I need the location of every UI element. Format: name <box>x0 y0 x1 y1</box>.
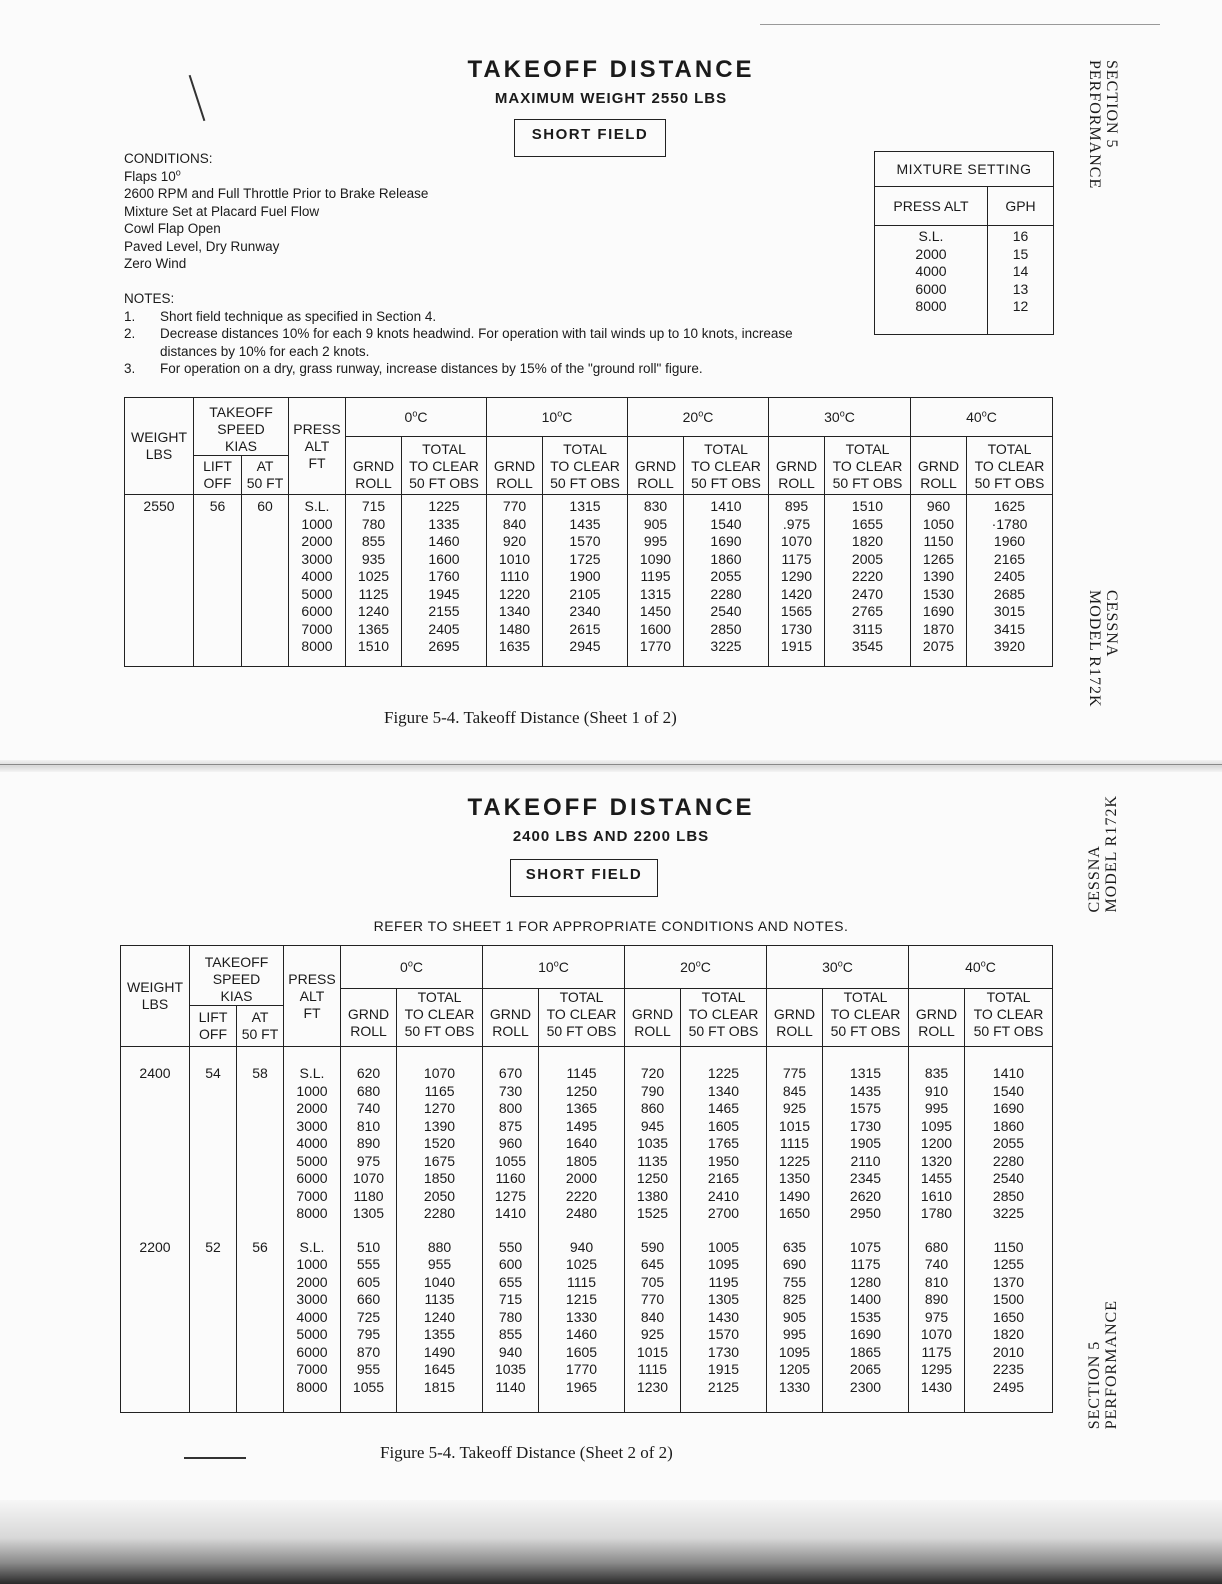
mixture-col-gph: GPH <box>988 187 1054 226</box>
hdr-at-50ft: AT 50 FT <box>237 1006 284 1047</box>
hdr-temp-20: 20$^o$C <box>625 946 767 989</box>
hdr-total-clear: TOTAL TO CLEAR 50 FT OBS <box>397 989 483 1047</box>
hdr-press-alt: PRESS ALT FT <box>284 946 341 1047</box>
hdr-total-clear: TOTAL TO CLEAR 50 FT OBS <box>823 989 909 1047</box>
grnd-roll-10c: 670 730 800 875 960 1055 1160 1275 1410 <box>483 1047 539 1227</box>
table-row <box>121 1047 1053 1227</box>
sheet2-subtitle: 2400 LBS AND 2200 LBS <box>512 828 710 845</box>
hdr-temp-0: 0$^o$C <box>346 398 487 437</box>
page-fold-line <box>0 764 1222 765</box>
hdr-grnd-roll: GRND ROLL <box>911 437 967 495</box>
pencil-dash <box>184 1457 246 1459</box>
sheet1-title: TAKEOFF DISTANCE <box>467 56 755 83</box>
hdr-at-50ft: AT 50 FT <box>242 456 289 495</box>
sheet1-caption: Figure 5-4. Takeoff Distance (Sheet 1 of 2) <box>384 708 677 727</box>
side-label-section-bottom: SECTION 5 PERFORMANCE <box>1086 1300 1120 1430</box>
page-bottom-shadow <box>0 1500 1222 1584</box>
note-item: 1. Short field technique as specified in Section 4. <box>124 308 437 324</box>
grnd-roll-10c: 770 840 920 1010 1110 1220 1340 1480 1635 <box>487 495 543 667</box>
sheet1-subtitle: MAXIMUM WEIGHT 2550 LBS <box>494 90 728 107</box>
hdr-total-clear: TOTAL TO CLEAR 50 FT OBS <box>965 989 1053 1047</box>
grnd-roll-10c: 550 600 655 715 780 855 940 1035 1140 <box>483 1227 539 1413</box>
hdr-press-alt: PRESS ALT FT <box>289 398 346 495</box>
takeoff-table-2400-2200 <box>120 945 1053 1413</box>
total-clear-30c: 1510 1655 1820 2005 2220 2470 2765 3115 3545 <box>825 495 911 667</box>
sheet2-title: TAKEOFF DISTANCE <box>467 794 755 821</box>
hdr-grnd-roll: GRND ROLL <box>767 989 823 1047</box>
grnd-roll-0c: 715 780 855 935 1025 1125 1240 1365 1510 <box>346 495 402 667</box>
grnd-roll-20c: 590 645 705 770 840 925 1015 1115 1230 <box>625 1227 681 1413</box>
press-alt-cell: S.L. 1000 2000 3000 4000 5000 6000 7000 8000 <box>284 1047 341 1227</box>
notes-block <box>124 290 860 378</box>
condition-item: Mixture Set at Placard Fuel Flow <box>124 203 320 219</box>
mixture-col-alt: PRESS ALT <box>875 187 988 226</box>
grnd-roll-40c: 680 740 810 890 975 1070 1175 1295 1430 <box>909 1227 965 1413</box>
side-label-model-left: CESSNA MODEL R172K <box>1086 795 1120 913</box>
condition-item: Paved Level, Dry Runway <box>124 238 280 254</box>
mixture-setting-table <box>874 151 1054 335</box>
hdr-grnd-roll: GRND ROLL <box>341 989 397 1047</box>
sheet2-refer-note: REFER TO SHEET 1 FOR APPROPRIATE CONDITIONS AND NOTES. <box>373 918 849 934</box>
lift-off-cell: 54 <box>190 1047 237 1227</box>
condition-item: 2600 RPM and Full Throttle Prior to Brake Release <box>124 186 429 201</box>
total-clear-40c: 1410 1540 1690 1860 2055 2280 2540 2850 3225 <box>965 1047 1053 1227</box>
total-clear-0c: 1225 1335 1460 1600 1760 1945 2155 2405 2695 <box>402 495 487 667</box>
weight-cell: 2400 <box>121 1047 190 1227</box>
hdr-grnd-roll: GRND ROLL <box>487 437 543 495</box>
hdr-temp-0: 0$^o$C <box>341 946 483 989</box>
total-clear-10c: 940 1025 1115 1215 1330 1460 1605 1770 1965 <box>539 1227 625 1413</box>
hdr-total-clear: TOTAL TO CLEAR 50 FT OBS <box>681 989 767 1047</box>
page-fold <box>0 760 1222 772</box>
at-50ft-cell: 58 <box>237 1047 284 1227</box>
hdr-total-clear: TOTAL TO CLEAR 50 FT OBS <box>967 437 1053 495</box>
hdr-temp-20: 20$^o$C <box>628 398 769 437</box>
hdr-temp-10: 10$^o$C <box>483 946 625 989</box>
total-clear-20c: 1005 1095 1195 1305 1430 1570 1730 1915 2125 <box>681 1227 767 1413</box>
grnd-roll-30c: 775 845 925 1015 1115 1225 1350 1490 1650 <box>767 1047 823 1227</box>
mixture-gph: 16 15 14 13 12 <box>988 226 1054 335</box>
grnd-roll-40c: 960 1050 1150 1265 1390 1530 1690 1870 2075 <box>911 495 967 667</box>
grnd-roll-30c: 635 690 755 825 905 995 1095 1205 1330 <box>767 1227 823 1413</box>
hdr-total-clear: TOTAL TO CLEAR 50 FT OBS <box>402 437 487 495</box>
table-row <box>125 495 1053 667</box>
grnd-roll-20c: 830 905 995 1090 1195 1315 1450 1600 1770 <box>628 495 684 667</box>
grnd-roll-30c: 895 .975 1070 1175 1290 1420 1565 1730 1915 <box>769 495 825 667</box>
mixture-title: MIXTURE SETTING <box>875 152 1054 187</box>
hdr-grnd-roll: GRND ROLL <box>625 989 681 1047</box>
lift-off-cell: 52 <box>190 1227 237 1413</box>
hdr-takeoff-speed: TAKEOFF SPEED KIAS <box>194 398 289 456</box>
sheet2-caption: Figure 5-4. Takeoff Distance (Sheet 2 of 2) <box>380 1443 673 1462</box>
hdr-lift-off: LIFT OFF <box>190 1006 237 1047</box>
top-edge-line <box>760 24 1160 25</box>
hdr-temp-30: 30$^o$C <box>769 398 911 437</box>
takeoff-table-2550 <box>124 397 1053 667</box>
notes-heading: NOTES: <box>124 291 175 306</box>
grnd-roll-0c: 620 680 740 810 890 975 1070 1180 1305 <box>341 1047 397 1227</box>
at-50ft-cell: 56 <box>237 1227 284 1413</box>
grnd-roll-0c: 510 555 605 660 725 795 870 955 1055 <box>341 1227 397 1413</box>
total-clear-40c: 1625 ·1780 1960 2165 2405 2685 3015 3415 3920 <box>967 495 1053 667</box>
grnd-roll-40c: 835 910 995 1095 1200 1320 1455 1610 1780 <box>909 1047 965 1227</box>
hdr-grnd-roll: GRND ROLL <box>909 989 965 1047</box>
hdr-grnd-roll: GRND ROLL <box>628 437 684 495</box>
side-label-model-right: CESSNA MODEL R172K <box>1086 590 1120 708</box>
condition-item: Zero Wind <box>124 256 187 271</box>
hdr-total-clear: TOTAL TO CLEAR 50 FT OBS <box>543 437 628 495</box>
hdr-lift-off: LIFT OFF <box>194 456 242 495</box>
side-label-section-top: SECTION 5 PERFORMANCE <box>1086 60 1120 190</box>
condition-item: Cowl Flap Open <box>124 221 221 236</box>
total-clear-10c: 1145 1250 1365 1495 1640 1805 2000 2220 2480 <box>539 1047 625 1227</box>
hdr-grnd-roll: GRND ROLL <box>346 437 402 495</box>
sheet1-short-field-box: SHORT FIELD <box>514 119 666 157</box>
weight-cell: 2550 <box>125 495 194 667</box>
total-clear-0c: 1070 1165 1270 1390 1520 1675 1850 2050 2280 <box>397 1047 483 1227</box>
table-bottom-border <box>121 1413 1053 1414</box>
conditions-block <box>124 150 428 273</box>
hdr-weight: WEIGHT LBS <box>121 946 190 1047</box>
note-item: 3. For operation on a dry, grass runway, increase distances by 15% of the "ground roll" figure. <box>124 361 703 376</box>
total-clear-0c: 880 955 1040 1135 1240 1355 1490 1645 1815 <box>397 1227 483 1413</box>
hdr-weight: WEIGHT LBS <box>125 398 194 495</box>
total-clear-30c: 1315 1435 1575 1730 1905 2110 2345 2620 2950 <box>823 1047 909 1227</box>
total-clear-20c: 1410 1540 1690 1860 2055 2280 2540 2850 3225 <box>684 495 769 667</box>
hdr-grnd-roll: GRND ROLL <box>769 437 825 495</box>
note-item: 2. Decrease distances 10% for each 9 knots headwind. For operation with tail winds up to 10 knots, increase distances by 10% for each 2 knots. <box>124 326 793 359</box>
conditions-heading: CONDITIONS: <box>124 151 213 166</box>
weight-cell: 2200 <box>121 1227 190 1413</box>
total-clear-20c: 1225 1340 1465 1605 1765 1950 2165 2410 2700 <box>681 1047 767 1227</box>
hdr-total-clear: TOTAL TO CLEAR 50 FT OBS <box>825 437 911 495</box>
total-clear-30c: 1075 1175 1280 1400 1535 1690 1865 2065 2300 <box>823 1227 909 1413</box>
condition-flaps: Flaps 10$^o$ <box>124 167 181 184</box>
hdr-takeoff-speed: TAKEOFF SPEED KIAS <box>190 946 284 1006</box>
grnd-roll-20c: 720 790 860 945 1035 1135 1250 1380 1525 <box>625 1047 681 1227</box>
total-clear-40c: 1150 1255 1370 1500 1650 1820 2010 2235 2495 <box>965 1227 1053 1413</box>
hdr-grnd-roll: GRND ROLL <box>483 989 539 1047</box>
lift-off-cell: 56 <box>194 495 242 667</box>
hdr-total-clear: TOTAL TO CLEAR 50 FT OBS <box>684 437 769 495</box>
at-50ft-cell: 60 <box>242 495 289 667</box>
sheet2-short-field-box: SHORT FIELD <box>510 859 658 897</box>
hdr-temp-10: 10$^o$C <box>487 398 628 437</box>
hdr-temp-30: 30$^o$C <box>767 946 909 989</box>
press-alt-cell: S.L. 1000 2000 3000 4000 5000 6000 7000 8000 <box>284 1227 341 1413</box>
total-clear-10c: 1315 1435 1570 1725 1900 2105 2340 2615 2945 <box>543 495 628 667</box>
hdr-total-clear: TOTAL TO CLEAR 50 FT OBS <box>539 989 625 1047</box>
hdr-temp-40: 40$^o$C <box>909 946 1053 989</box>
press-alt-cell: S.L. 1000 2000 3000 4000 5000 6000 7000 8000 <box>289 495 346 667</box>
hdr-temp-40: 40$^o$C <box>911 398 1053 437</box>
mixture-alts: S.L. 2000 4000 6000 8000 <box>875 226 988 335</box>
table-row <box>121 1227 1053 1413</box>
